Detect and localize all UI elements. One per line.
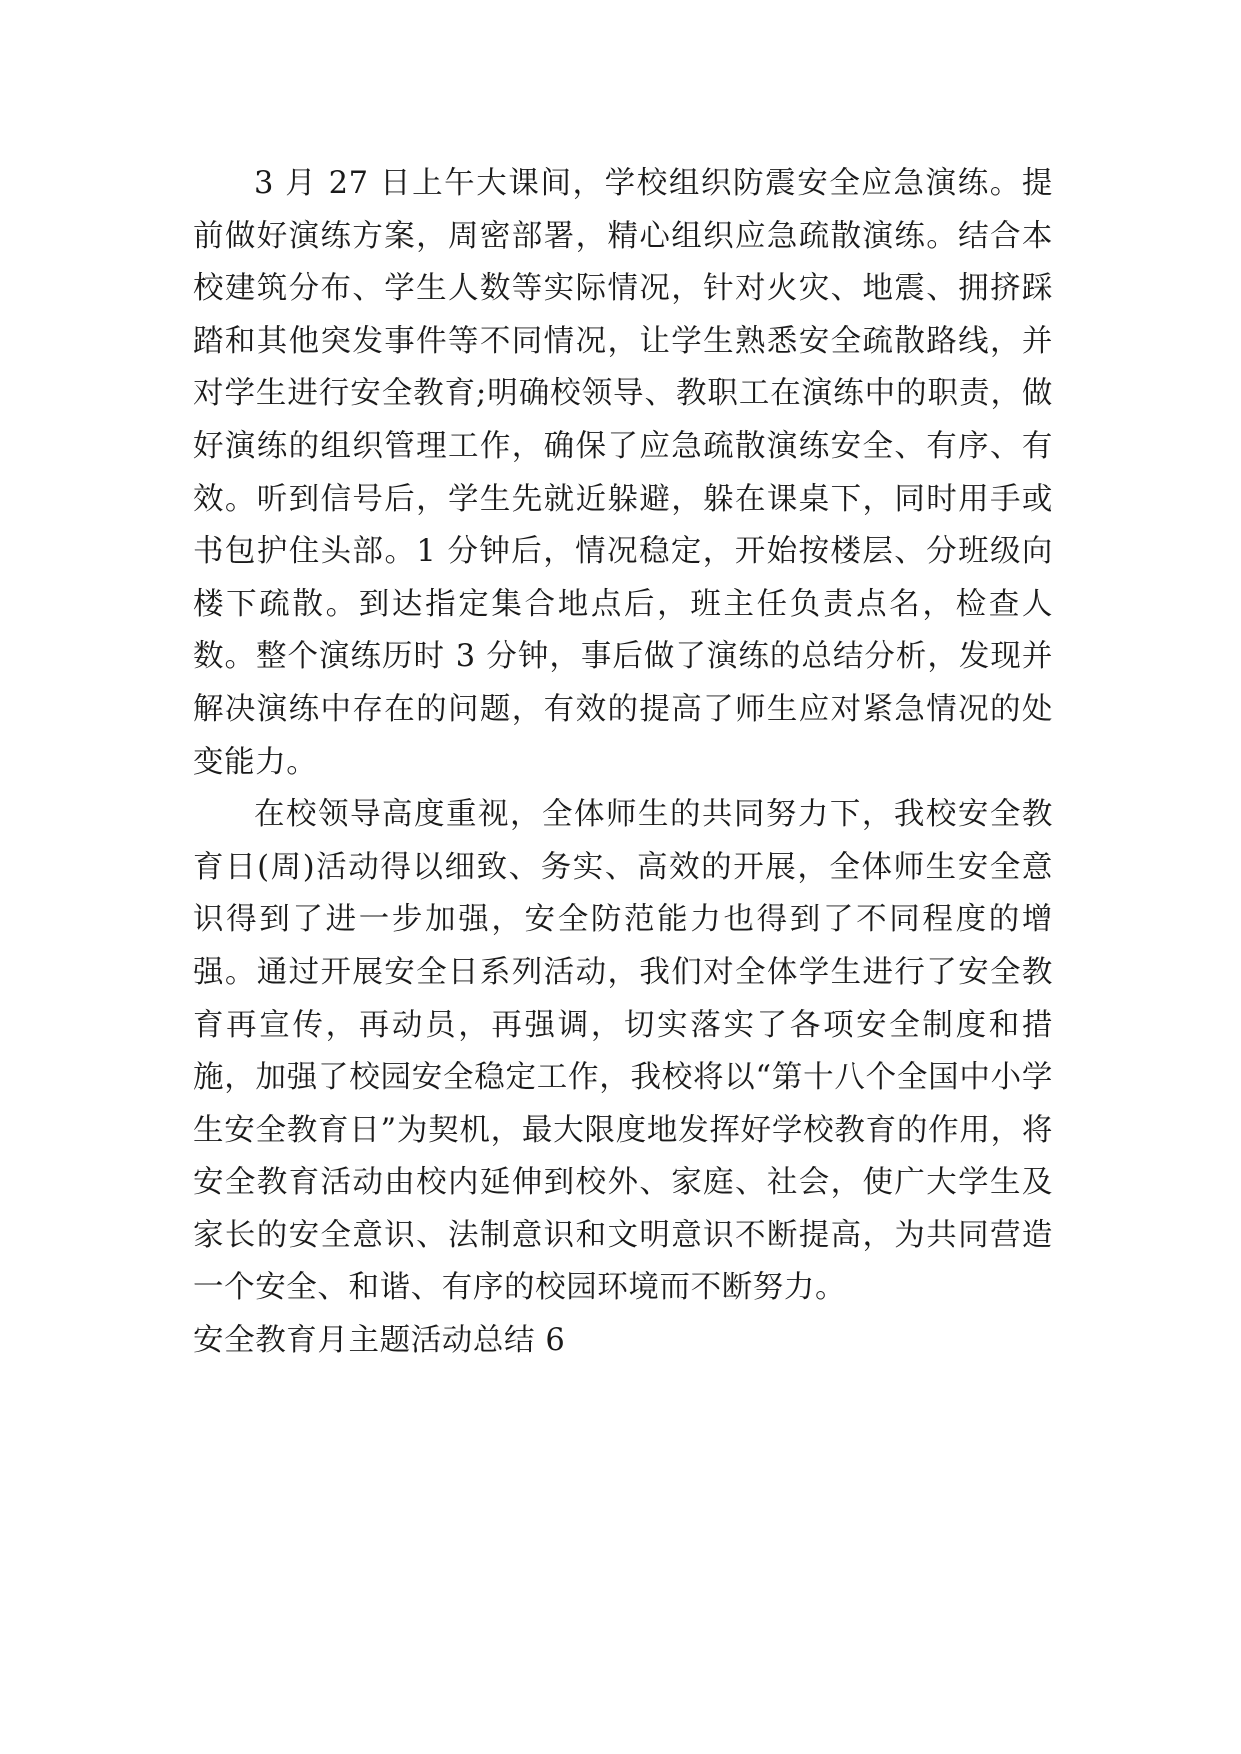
paragraph-drill: 3 月 27 日上午大课间，学校组织防震安全应急演练。提前做好演练方案，周密部署，精心组织应急疏散演练。结合本校建筑分布、学生人数等实际情况，针对火灾、地震、拥挤踩踏和其他突发事件等不同情况，让学生熟悉安全疏散路线，并对学生进行安全教育;明确校领导、教职工在演练中的职责，做好演练的组织管理工作，确保了应急疏散演练安全、有序、有效。听到信号后，学生先就近躲避，躲在课桌下，同时用手或书包护住头部。1 分钟后，情况稳定，开始按楼层、分班级向楼下疏散。到达指定集合地点后，班主任负责点名，检查人数。整个演练历时 3 分钟，事后做了演练的总结分析，发现并解决演练中存在的问题，有效的提高了师生应对紧急情况的处变能力。 bbox=[193, 166, 1053, 780]
paragraph-conclusion: 在校领导高度重视，全体师生的共同努力下，我校安全教育日(周)活动得以细致、务实、高效的开展，全体师生安全意识得到了进一步加强，安全防范能力也得到了不同程度的增强。通过开展安全日系列活动，我们对全体学生进行了安全教育再宣传，再动员，再强调，切实落实了各项安全制度和措施，加强了校园安全稳定工作，我校将以“第十八个全国中小学生安全教育日”为契机，最大限度地发挥好学校教育的作用，将安全教育活动由校内延伸到校外、家庭、社会，使广大学生及家长的安全意识、法制意识和文明意识不断提高，为共同营造一个安全、和谐、有序的校园环境而不断努力。 bbox=[193, 797, 1053, 1306]
section-heading: 安全教育月主题活动总结 6 bbox=[193, 1323, 566, 1359]
document-body bbox=[193, 158, 1053, 1368]
